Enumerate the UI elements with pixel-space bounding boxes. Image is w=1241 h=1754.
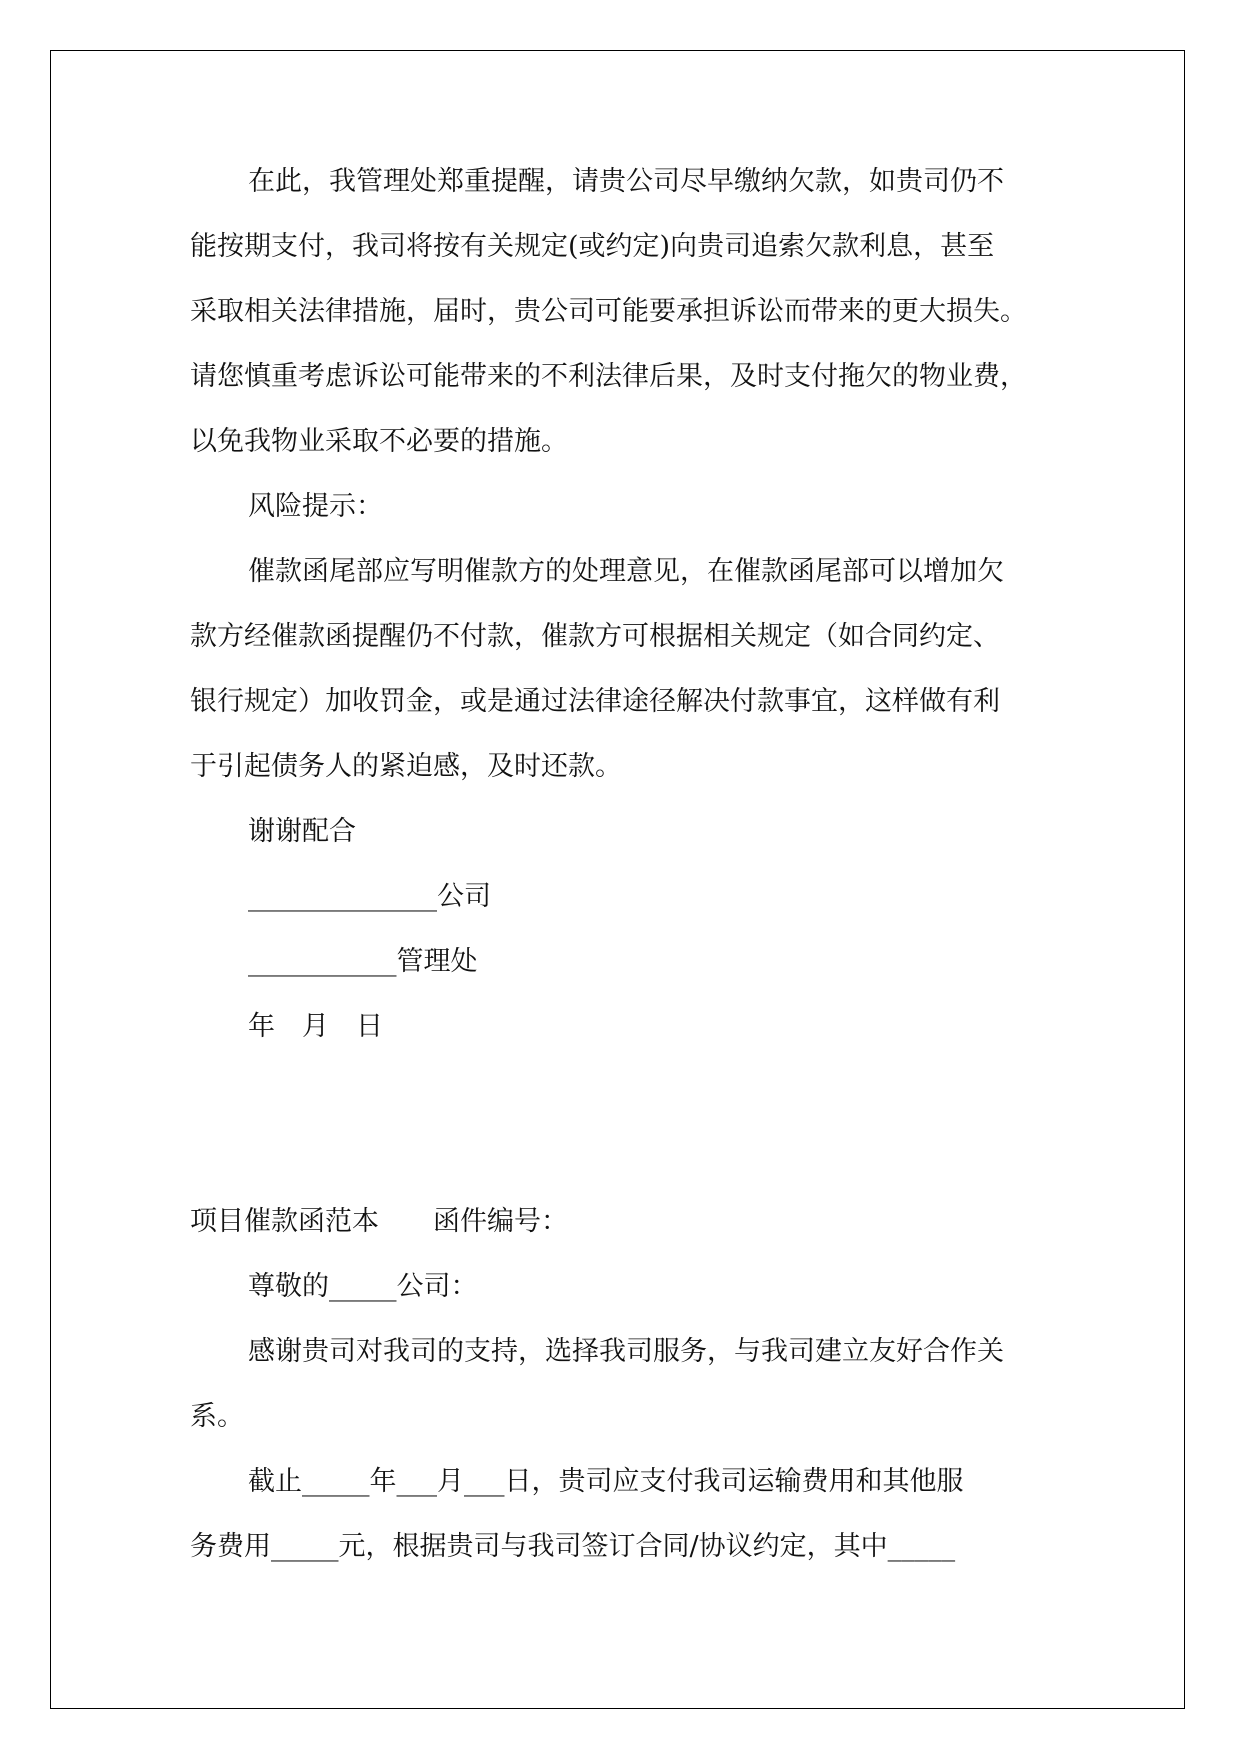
closing-line: 谢谢配合 bbox=[248, 816, 356, 847]
salutation: 尊敬的_____公司： bbox=[248, 1271, 478, 1302]
office-signature-line: ___________管理处 bbox=[248, 946, 478, 977]
text-line: 能按期支付，我司将按有关规定(或约定)向贵司追索欠款利息，甚至 bbox=[190, 231, 995, 262]
text-line: 以免我物业采取不必要的措施。 bbox=[190, 426, 568, 457]
text-line: 于引起债务人的紧迫感，及时还款。 bbox=[190, 751, 622, 782]
section-heading: 风险提示： bbox=[248, 491, 383, 522]
date-line: 年 月 日 bbox=[248, 1011, 383, 1042]
text-line: 银行规定）加收罚金，或是通过法律途径解决付款事宜，这样做有利 bbox=[190, 686, 1000, 717]
text-line: 催款函尾部应写明催款方的处理意见，在催款函尾部可以增加欠 bbox=[248, 556, 1004, 587]
text-line: 系。 bbox=[190, 1401, 244, 1432]
text-line: 款方经催款函提醒仍不付款，催款方可根据相关规定（如合同约定、 bbox=[190, 621, 1000, 652]
text-line: 在此，我管理处郑重提醒，请贵公司尽早缴纳欠款，如贵司仍不 bbox=[248, 166, 1004, 197]
text-line: 感谢贵司对我司的支持，选择我司服务，与我司建立友好合作关 bbox=[248, 1336, 1004, 1367]
company-signature-line: ______________公司 bbox=[248, 881, 491, 912]
text-line: 截止_____年___月___日，贵司应支付我司运输费用和其他服 bbox=[248, 1466, 964, 1497]
template-title: 项目催款函范本 函件编号： bbox=[190, 1206, 568, 1237]
text-line: 请您慎重考虑诉讼可能带来的不利法律后果，及时支付拖欠的物业费， bbox=[190, 361, 1027, 392]
text-line: 采取相关法律措施，届时，贵公司可能要承担诉讼而带来的更大损失。 bbox=[190, 296, 1027, 327]
text-line: 务费用_____元，根据贵司与我司签订合同/协议约定，其中_____ bbox=[190, 1531, 956, 1562]
